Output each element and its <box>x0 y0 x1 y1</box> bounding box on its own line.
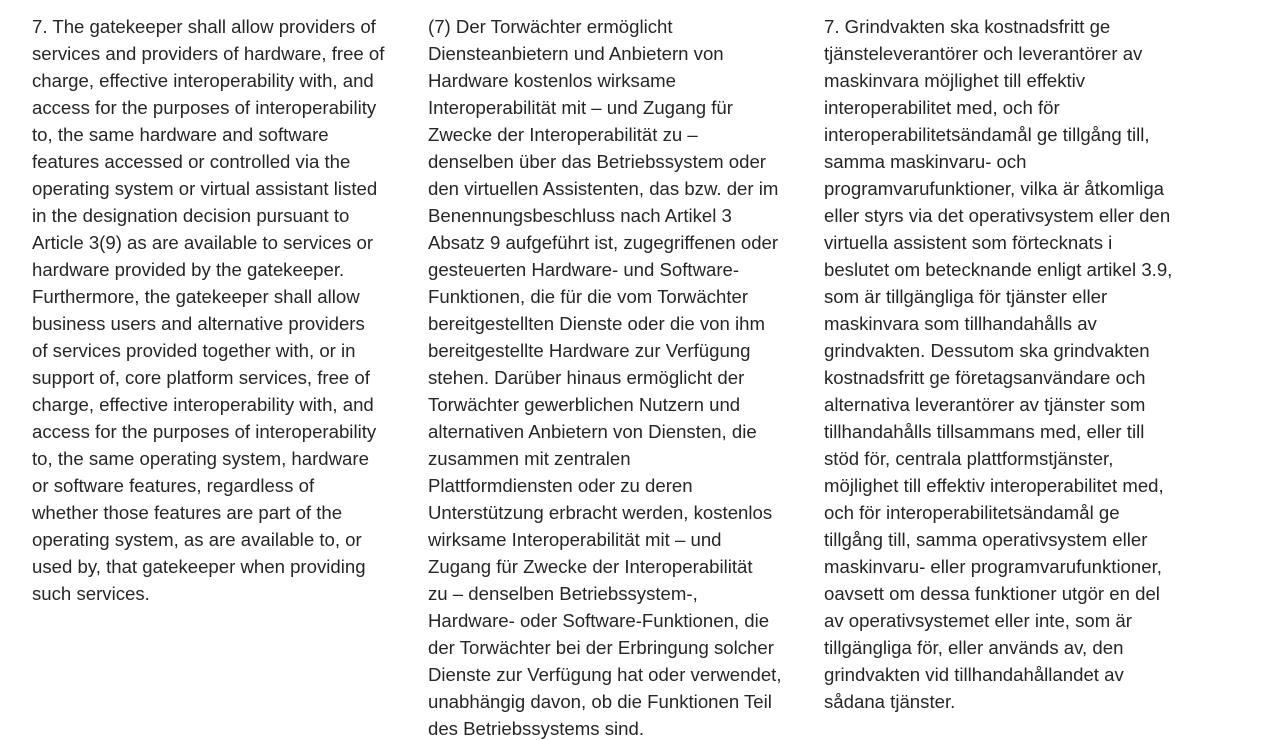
previous-paragraph-clipped-line <box>540 0 630 3</box>
english-paragraph-7: 7. The gatekeeper shall allow providers of services and providers of hardware, free of charge, effective interoperability with, and access for the purposes of interoperability to, the same hardware and software features accessed or controlled via the operating system or virtual assistant listed in the designation decision pursuant to Article 3(9) as are available to services or hardware provided by the gatekeeper. Furthermore, the gatekeeper shall allow business users and alternative providers of services provided together with, or in support of, core platform services, free of charge, effective interoperability with, and access for the purposes of interoperability to, the same operating system, hardware or software features, regardless of whether those features are part of the operating system, as are available to, or used by, that gatekeeper when providing such services. <box>32 16 385 604</box>
swedish-paragraph-7: 7. Grindvakten ska kostnadsfritt ge tjänsteleverantörer och leverantörer av maskinvara möjlighet till effektiv interoperabilitet med, och för interoperabilitetsändamål ge tillgång till, samma maskinvaru- och programvarufunktioner, vilka är åtkomliga eller styrs via det operativsystem eller den virtuella assistent som förtecknats i beslutet om betecknande enligt artikel 3.9, som är tillgängliga för tjänster eller maskinvara som tillhandahålls av grindvakten. Dessutom ska grindvakten kostnadsfritt ge företagsanvändare och alternativa leverantörer av tjänster som tillhandahålls tillsammans med, eller till stöd för, centrala plattformstjänster, möjlighet till effektiv interoperabilitet med, och för interoperabilitetsändamål ge tillgång till, samma operativsystem eller maskinvaru- eller programvarufunktioner, oavsett om dessa funktioner utgör en del av operativsystemet eller inte, som är tillgängliga för, eller används av, den grindvakten vid tillhandahållandet av sådana tjänster. <box>824 16 1173 712</box>
german-paragraph-7: (7) Der Torwächter ermöglicht Diensteanbietern und Anbietern von Hardware kostenlos wirksame Interoperabilität mit – und Zugang für Zwecke der Interoperabilität zu – denselben über das Betriebssystem oder den virtuellen Assistenten, das bzw. der im Benennungsbeschluss nach Artikel 3 Absatz 9 aufgeführt ist, zugegriffenen oder gesteuerten Hardware- und Software- Funktionen, die für die vom Torwächter bereitgestellten Dienste oder die von ihm bereitgestellte Hardware zur Verfügung stehen. Darüber hinaus ermöglicht der Torwächter gewerblichen Nutzern und alternativen Anbietern von Diensten, die zusammen mit zentralen Plattformdiensten oder zu deren Unterstützung erbracht werden, kostenlos wirksame Interoperabilität mit – und Zugang für Zwecke der Interoperabilität zu – denselben Betriebssystem-, Hardware- oder Software-Funktionen, die der Torwächter bei der Erbringung solcher Dienste zur Verfügung hat oder verwendet, unabhängig davon, ob die Funktionen Teil des Betriebssystems sind. <box>428 16 782 739</box>
